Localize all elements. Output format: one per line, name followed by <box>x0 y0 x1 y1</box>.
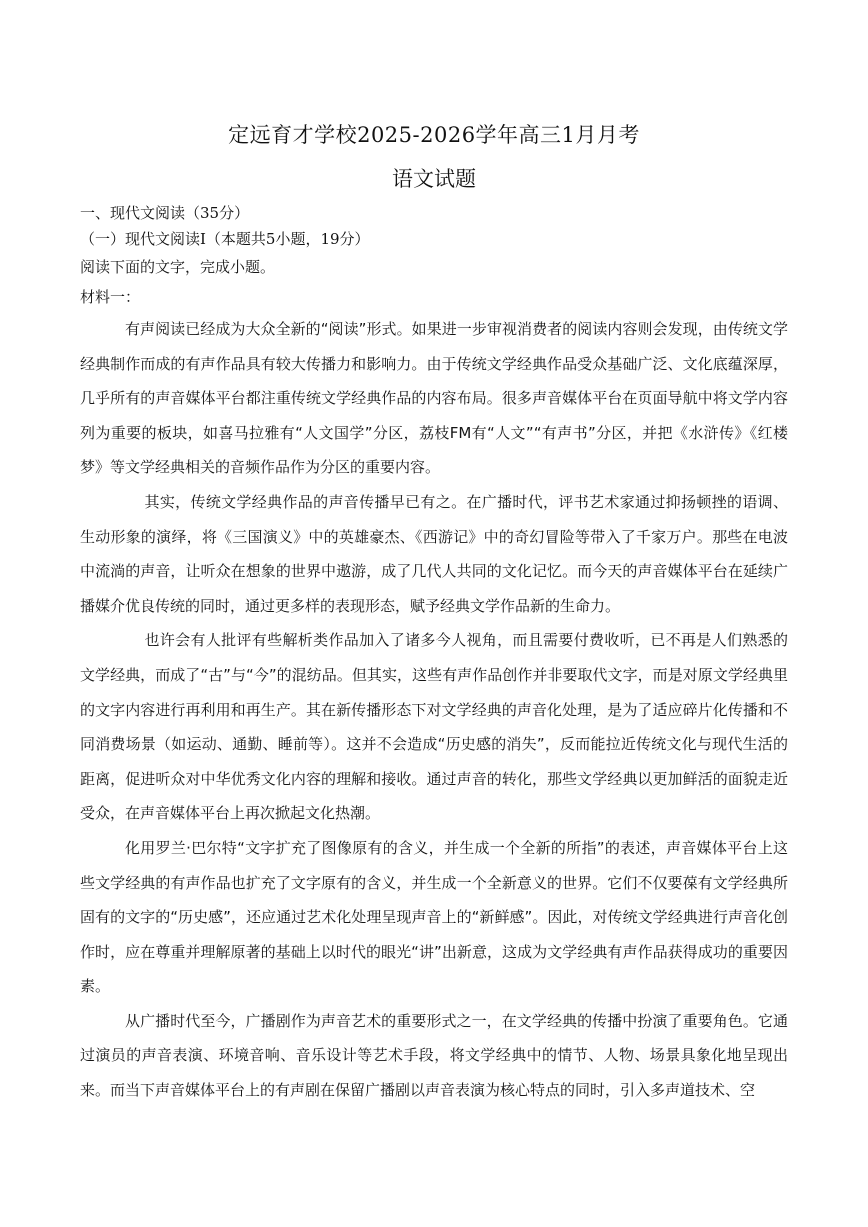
paragraph-5: 从广播时代至今，广播剧作为声音艺术的重要形式之一，在文学经典的传播中扮演了重要角色。它通过演员的声音表演、环境音响、音乐设计等艺术手段，将文学经典中的情节、人物、场景具象化地呈现出来。而当下声音媒体平台上的有声剧在保留广播剧以声音表演为核心特点的同时，引入多声道技术、空 <box>80 1011 788 1100</box>
exam-title: 定远育才学校2025-2026学年高三1月月考 <box>228 123 640 147</box>
paragraph-3: 也许会有人批评有些解析类作品加入了诸多今人视角，而且需要付费收听，已不再是人们熟悉的文学经典，而成了“古”与“今”的混纺品。但其实，这些有声作品创作并非要取代文字，而是对原文学经典里的文字内容进行再利用和再生产。其在新传播形态下对文学经典的声音化处理，是为了适应碎片化传播和不同消费场景（如运动、通勤、睡前等）。这并不会造成“历史感的消失”，反而能拉近传统文化与现代生活的距离，促进听众对中华优秀文化内容的理解和接收。通过声音的转化，那些文学经典以更加鲜活的面貌走近受众，在声音媒体平台上再次掀起文化热潮。 <box>80 631 788 823</box>
paragraph-4: 化用罗兰·巴尔特“文字扩充了图像原有的含义，并生成一个全新的所指”的表述，声音媒体平台上这些文学经典的有声作品也扩充了文字原有的含义，并生成一个全新意义的世界。它们不仅要葆有文学经典所固有的文字的“历史感”，还应通过艺术化处理呈现声音上的“新鲜感”。因此，对传统文学经典进行声音化创作时，应在尊重并理解原著的基础上以时代的眼光“讲”出新意，这成为文学经典有声作品获得成功的重要因素。 <box>80 838 788 996</box>
paragraph-2: 其实，传统文学经典作品的声音传播早已有之。在广播时代，评书艺术家通过抑扬顿挫的语调、生动形象的演绎，将《三国演义》中的英雄豪杰、《西游记》中的奇幻冒险等带入了千家万户。那些在电波中流淌的声音，让听众在想象的世界中遨游，成了几代人共同的文化记忆。而今天的声音媒体平台在延续广播媒介优良传统的同时，通过更多样的表现形态，赋予经典文学作品新的生命力。 <box>80 492 788 615</box>
section-heading: 一、现代文阅读（35分） <box>80 204 250 222</box>
paragraph-1: 有声阅读已经成为大众全新的“阅读”形式。如果进一步审视消费者的阅读内容则会发现，由传统文学经典制作而成的有声作品具有较大传播力和影响力。由于传统文学经典作品受众基础广泛、文化底蕴深厚，几乎所有的声音媒体平台都注重传统文学经典作品的内容布局。很多声音媒体平台在页面导航中将文学内容列为重要的板块，如喜马拉雅有“人文国学”分区，荔枝FM有“人文”“有声书”分区，并把《水浒传》《红楼梦》等文学经典相关的音频作品作为分区的重要内容。 <box>80 320 788 477</box>
exam-subtitle: 语文试题 <box>392 167 476 191</box>
material-label: 材料一： <box>80 288 141 306</box>
reading-instruction: 阅读下面的文字，完成小题。 <box>80 258 276 276</box>
subsection-heading: （一）现代文阅读Ⅰ（本题共5小题，19分） <box>80 230 370 248</box>
